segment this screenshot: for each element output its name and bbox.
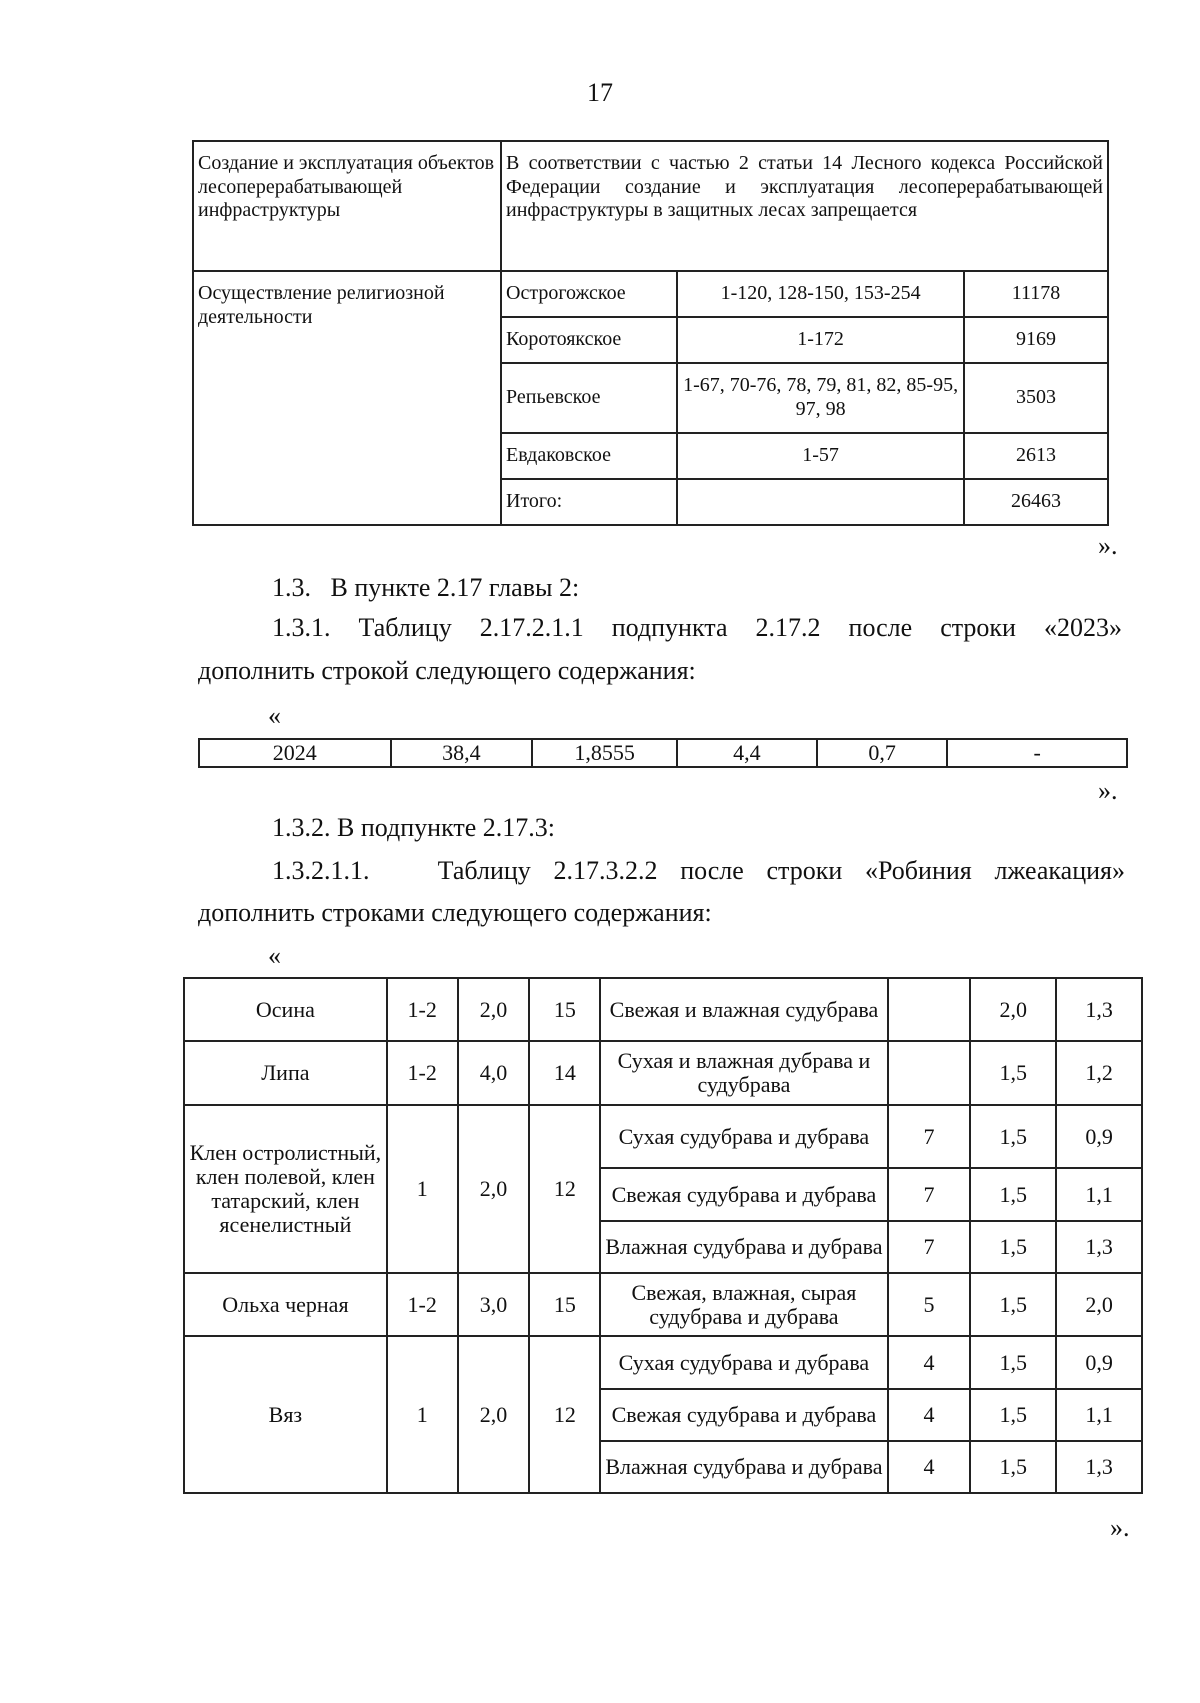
- page-number: 17: [587, 78, 613, 107]
- forestry-cell: Репьевское: [501, 363, 677, 433]
- value-cell: 15: [529, 1273, 600, 1336]
- forestry-cell: Итого:: [501, 479, 677, 525]
- forest-use-table: [192, 140, 1109, 526]
- open-quote: «: [268, 701, 281, 730]
- table-row: [184, 1273, 1142, 1336]
- forest-type-cell: Свежая судубрава и дубрава: [600, 1168, 887, 1221]
- species-cell: Клен остролистный, клен полевой, клен татарский, клен ясенелистный: [184, 1105, 387, 1273]
- value-cell: 2,0: [458, 1105, 530, 1273]
- paragraph-1-3-1-line2: дополнить строкой следующего содержания:: [198, 656, 696, 685]
- table-row: [193, 271, 1108, 317]
- value-cell: 1,8555: [532, 739, 677, 767]
- forestry-cell: Коротоякское: [501, 317, 677, 363]
- value-cell: 4: [888, 1389, 971, 1441]
- value-cell: 4,4: [677, 739, 817, 767]
- paragraph-1-3-2-1-1-line2: дополнить строками следующего содержания:: [198, 898, 712, 927]
- close-quote: ».: [1098, 776, 1118, 805]
- regulation-cell: [501, 141, 1108, 271]
- value-cell: [888, 1041, 971, 1105]
- species-cell: Вяз: [184, 1336, 387, 1493]
- forestry-cell: Евдаковское: [501, 433, 677, 479]
- regulation-text: В соответствии с частью 2 статьи 14 Лесного кодекса Российской Федерации создание и эксплуатация лесоперерабатывающей инфраструктуры в защитных лесах запрещается: [506, 152, 1103, 222]
- value-cell: 12: [529, 1105, 600, 1273]
- value-cell: 1,3: [1056, 1221, 1142, 1273]
- value-cell: 4,0: [458, 1041, 530, 1105]
- species-cell: Ольха черная: [184, 1273, 387, 1336]
- value-cell: 1,5: [970, 1441, 1056, 1493]
- table-row: [184, 1105, 1142, 1168]
- table-row: [199, 739, 1127, 767]
- forest-type-cell: Влажная судубрава и дубрава: [600, 1441, 887, 1493]
- year-cell: 2024: [199, 739, 391, 767]
- table-row: [184, 1041, 1142, 1105]
- close-quote: ».: [1098, 531, 1118, 560]
- value-cell: 38,4: [391, 739, 533, 767]
- value-cell: 0,9: [1056, 1336, 1142, 1389]
- quarters-cell: 1-67, 70-76, 78, 79, 81, 82, 85-95, 97, 98: [677, 363, 964, 433]
- area-cell: 3503: [964, 363, 1108, 433]
- area-cell: 2613: [964, 433, 1108, 479]
- value-cell: 7: [888, 1221, 971, 1273]
- close-quote: ».: [1110, 1513, 1130, 1542]
- value-cell: 0,7: [817, 739, 948, 767]
- forest-type-cell: Свежая и влажная судубрава: [600, 978, 887, 1041]
- value-cell: 4: [888, 1441, 971, 1493]
- value-cell: 1,5: [970, 1273, 1056, 1336]
- area-cell: 11178: [964, 271, 1108, 317]
- value-cell: 1,5: [970, 1105, 1056, 1168]
- activity-text: Создание и эксплуатация объектов лесоперерабатывающей инфраструктуры: [198, 152, 495, 222]
- value-cell: 4: [888, 1336, 971, 1389]
- quarters-cell: 1-57: [677, 433, 964, 479]
- table-row: [184, 978, 1142, 1041]
- value-cell: 15: [529, 978, 600, 1041]
- value-cell: 1,1: [1056, 1389, 1142, 1441]
- forest-type-cell: Свежая, влажная, сырая судубрава и дубрава: [600, 1273, 887, 1336]
- value-cell: 1,3: [1056, 978, 1142, 1041]
- area-cell: 26463: [964, 479, 1108, 525]
- value-cell: 1,5: [970, 1041, 1056, 1105]
- forest-type-cell: Влажная судубрава и дубрава: [600, 1221, 887, 1273]
- value-cell: 12: [529, 1336, 600, 1493]
- yearly-row-table: [198, 738, 1128, 768]
- value-cell: 1: [387, 1105, 458, 1273]
- table-row: [184, 1336, 1142, 1389]
- paragraph-1-3: 1.3. В пункте 2.17 главы 2:: [272, 573, 580, 602]
- value-cell: 14: [529, 1041, 600, 1105]
- forest-type-cell: Сухая судубрава и дубрава: [600, 1105, 887, 1168]
- value-cell: 1,5: [970, 1221, 1056, 1273]
- species-table: [183, 977, 1143, 1494]
- value-cell: 1,1: [1056, 1168, 1142, 1221]
- value-cell: 3,0: [458, 1273, 530, 1336]
- value-cell: 1,2: [1056, 1041, 1142, 1105]
- value-cell: 5: [888, 1273, 971, 1336]
- quarters-cell: 1-120, 128-150, 153-254: [677, 271, 964, 317]
- paragraph-1-3-1-line1: 1.3.1. Таблицу 2.17.2.1.1 подпункта 2.17.2 после строки «2023»: [272, 613, 1122, 642]
- activity-cell: [193, 141, 501, 271]
- open-quote: «: [268, 941, 281, 970]
- value-cell: 2,0: [1056, 1273, 1142, 1336]
- forest-type-cell: Сухая и влажная дубрава и судубрава: [600, 1041, 887, 1105]
- paragraph-1-3-2-1-1-line1: 1.3.2.1.1. Таблицу 2.17.3.2.2 после строки «Робиния лжеакация»: [272, 856, 1125, 885]
- value-cell: 7: [888, 1168, 971, 1221]
- value-cell: 2,0: [458, 978, 530, 1041]
- forestry-cell: Острогожское: [501, 271, 677, 317]
- value-cell: 1,3: [1056, 1441, 1142, 1493]
- table-row: [193, 141, 1108, 271]
- value-cell: 1-2: [387, 1041, 458, 1105]
- species-cell: Липа: [184, 1041, 387, 1105]
- value-cell: 1,5: [970, 1168, 1056, 1221]
- value-cell: 2,0: [458, 1336, 530, 1493]
- value-cell: 1-2: [387, 1273, 458, 1336]
- value-cell: 7: [888, 1105, 971, 1168]
- value-cell: 1,5: [970, 1389, 1056, 1441]
- activity-cell: Осуществление религиозной деятельности: [193, 271, 501, 525]
- forest-type-cell: Сухая судубрава и дубрава: [600, 1336, 887, 1389]
- value-cell: 1-2: [387, 978, 458, 1041]
- quarters-cell: 1-172: [677, 317, 964, 363]
- quarters-cell: [677, 479, 964, 525]
- value-cell: 2,0: [970, 978, 1056, 1041]
- forest-type-cell: Свежая судубрава и дубрава: [600, 1389, 887, 1441]
- value-cell: 0,9: [1056, 1105, 1142, 1168]
- species-cell: Осина: [184, 978, 387, 1041]
- area-cell: 9169: [964, 317, 1108, 363]
- value-cell: -: [947, 739, 1127, 767]
- paragraph-1-3-2: 1.3.2. В подпункте 2.17.3:: [272, 813, 555, 842]
- value-cell: 1,5: [970, 1336, 1056, 1389]
- value-cell: [888, 978, 971, 1041]
- value-cell: 1: [387, 1336, 458, 1493]
